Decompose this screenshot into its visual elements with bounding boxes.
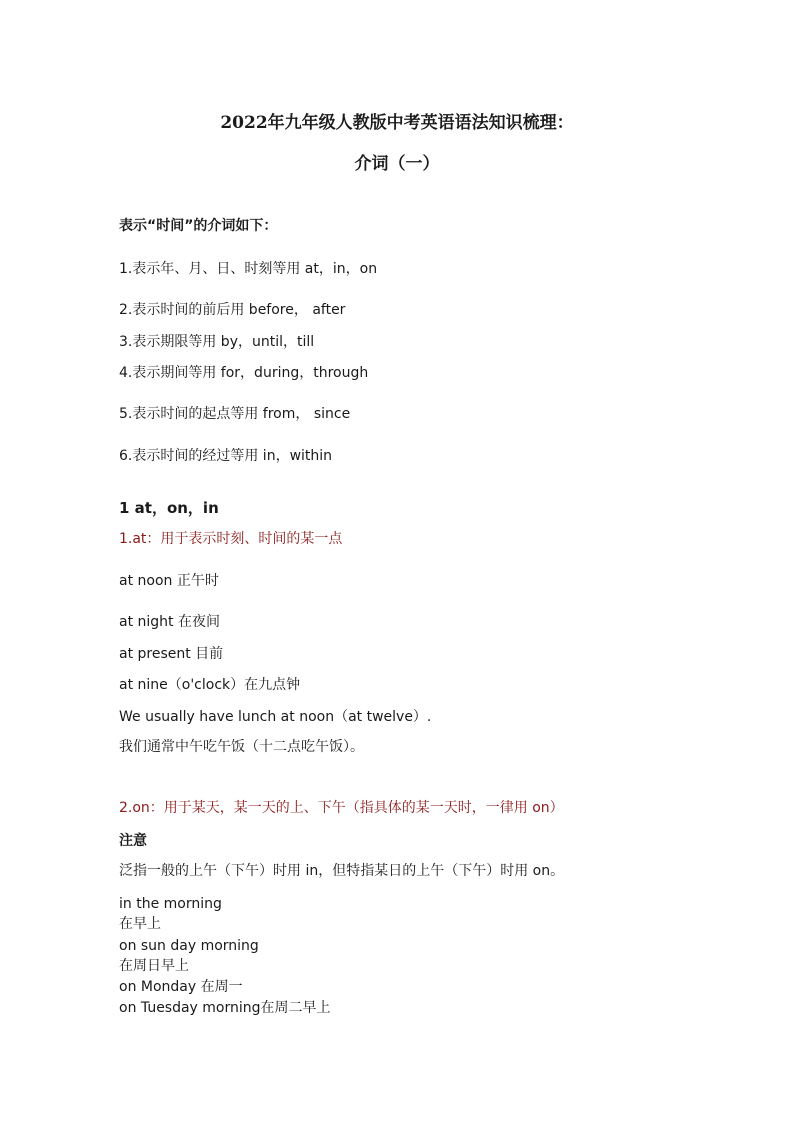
subheading: 1 at，on，in bbox=[119, 499, 219, 517]
on-rule: 2.on：用于某天，某一天的上、下午（指具体的某一天时，一律用 on） bbox=[119, 800, 564, 816]
example-line: at nine（o'clock）在九点钟 bbox=[119, 677, 301, 693]
list-item: 4.表示期间等用 for，during，through bbox=[119, 365, 369, 381]
list-item: 6.表示时间的经过等用 in，within bbox=[119, 448, 333, 464]
document-subtitle: 介词（一） bbox=[354, 154, 440, 174]
example-line: at noon 正午时 bbox=[119, 573, 219, 589]
example-line: 我们通常中午吃午饭（十二点吃午饭）。 bbox=[119, 739, 364, 755]
example-line: on Tuesday morning在周二早上 bbox=[119, 1000, 331, 1016]
list-item: 1.表示年、月、日、时刻等用 at，in，on bbox=[119, 261, 378, 277]
example-line: at present 目前 bbox=[119, 646, 224, 662]
example-line: 在早上 bbox=[119, 916, 161, 932]
list-item: 3.表示期限等用 by，until，till bbox=[119, 334, 315, 350]
example-line: in the morning bbox=[119, 896, 222, 912]
list-item: 5.表示时间的起点等用 from， since bbox=[119, 406, 351, 422]
section-heading: 表示“时间”的介词如下： bbox=[119, 218, 278, 234]
example-line: on Monday 在周一 bbox=[119, 979, 243, 995]
at-rule: 1.at：用于表示时刻、时间的某一点 bbox=[119, 531, 343, 547]
example-line: We usually have lunch at noon（at twelve）. bbox=[119, 709, 432, 725]
example-line: on sun day morning bbox=[119, 938, 259, 954]
note-text: 泛指一般的上午（下午）时用 in，但特指某日的上午（下午）时用 on。 bbox=[119, 863, 565, 879]
note-label: 注意 bbox=[119, 833, 147, 849]
example-line: 在周日早上 bbox=[119, 958, 189, 974]
document-title: 2022年九年级人教版中考英语语法知识梳理： bbox=[220, 113, 574, 133]
list-item: 2.表示时间的前后用 before， after bbox=[119, 302, 346, 318]
example-line: at night 在夜间 bbox=[119, 614, 220, 630]
